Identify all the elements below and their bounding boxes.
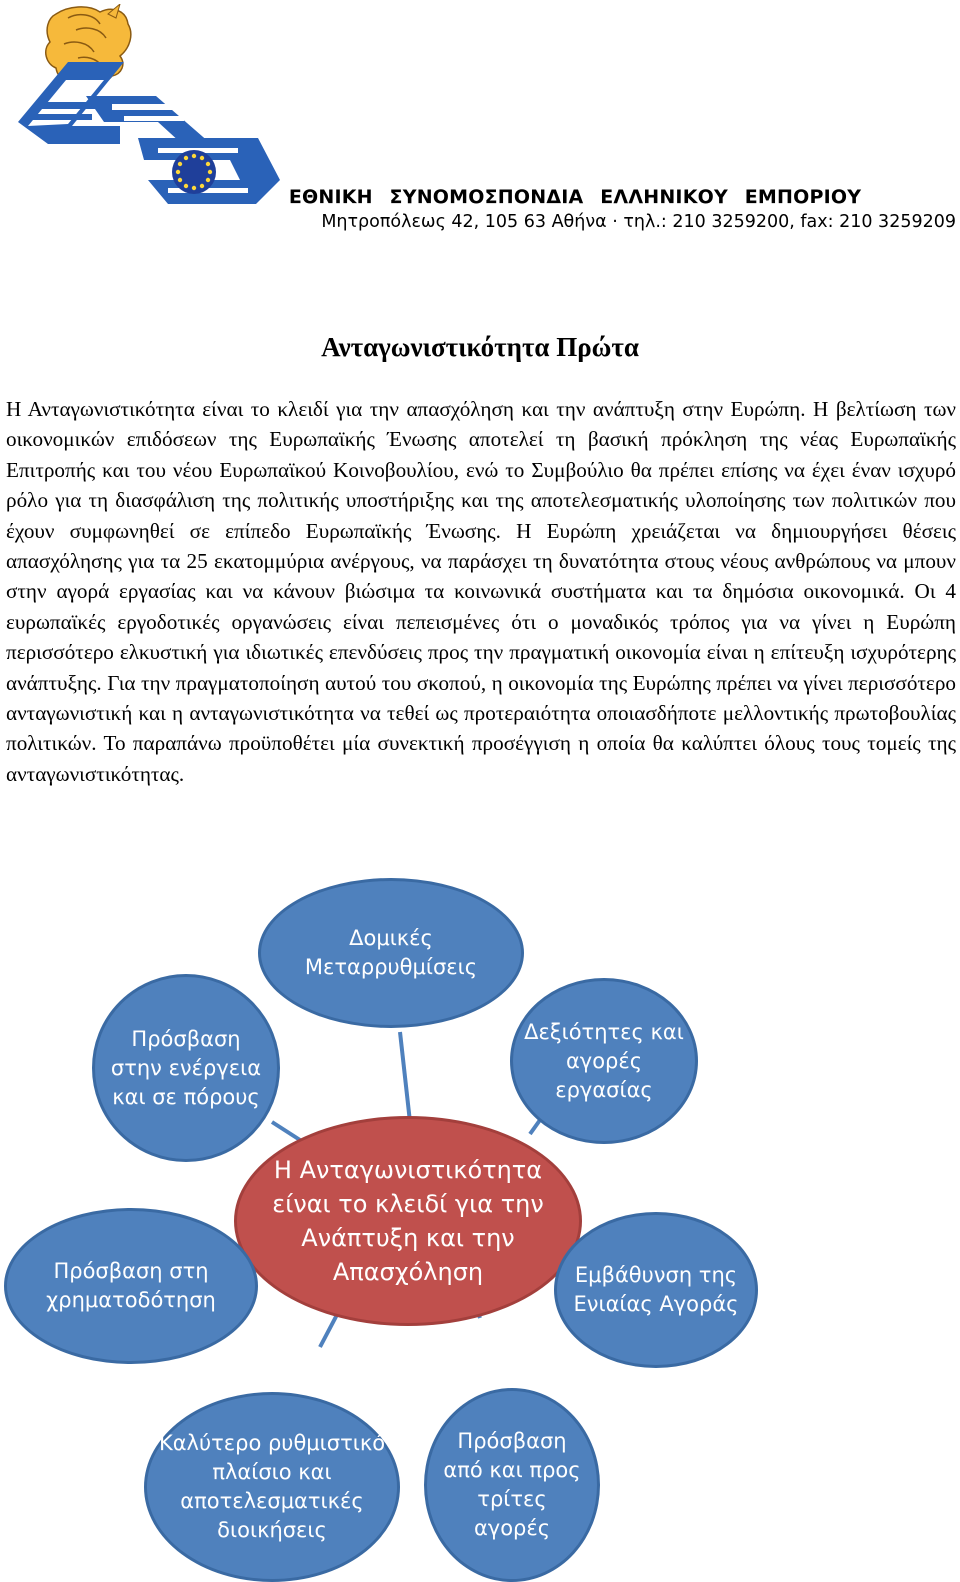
node-access-finance bbox=[4, 1208, 258, 1364]
connector-line bbox=[272, 1122, 300, 1140]
greek-stripes-icon bbox=[18, 62, 280, 204]
node-third-markets bbox=[424, 1388, 600, 1582]
node-label: Δεξιότητες και αγορές εργασίας bbox=[524, 1019, 684, 1102]
node-label: Πρόσβαση στην ενέργεια και σε πόρους bbox=[110, 1026, 262, 1109]
node-skills-labour-markets bbox=[510, 978, 698, 1144]
node-label: Καλύτερο ρυθμιστικό πλαίσιο και αποτελεσματικές διοικήσεις bbox=[158, 1431, 386, 1542]
organization-name: ΕΘΝΙΚΗ ΣΥΝΟΜΟΣΠΟΝΔΙΑ ΕΛΛΗΝΙΚΟΥ ΕΜΠΟΡΙΟΥ bbox=[288, 186, 862, 208]
connector-line bbox=[400, 1032, 410, 1122]
eu-flag-icon bbox=[172, 150, 216, 194]
node-label: Πρόσβαση από και προς τρίτες αγορές bbox=[443, 1429, 581, 1540]
document-title: Ανταγωνιστικότητα Πρώτα bbox=[321, 332, 639, 362]
node-structural-reforms bbox=[258, 878, 524, 1028]
organization-address: Μητροπόλεως 42, 105 63 Αθήνα · τηλ.: 210 3259200, fax: 210 3259209 bbox=[321, 212, 956, 232]
node-label: Δομικές Μεταρρυθμίσεις bbox=[304, 926, 478, 979]
node-regulatory-framework bbox=[144, 1392, 400, 1582]
node-label: Εμβάθυνση της Ενιαίας Αγοράς bbox=[573, 1263, 739, 1316]
node-access-energy bbox=[92, 974, 280, 1162]
esee-logo bbox=[8, 4, 280, 209]
competitiveness-diagram bbox=[0, 872, 960, 1582]
body-paragraph: Η Ανταγωνιστικότητα είναι το κλειδί για την απασχόληση και την ανάπτυξη στην Ευρώπη. Η βελτίωση των οικονομικών επιδόσεων της Ευρωπαϊκής Ένωσης αποτελεί τη βασική πρόκληση της νέας Ευρωπαϊκής Επιτροπής και του νέου Ευρωπαϊκού Κοινοβουλίου, ενώ το Συμβούλιο θα πρέπει επίσης να έχει έναν ισχυρό ρόλο για τη διασφάλιση της πολιτικής υποστήριξης και της αποτελεσματικής υλοποίησης των πολιτικών που έχουν συμφωνηθεί σε επίπεδο Ευρωπαϊκής Ένωσης. Η Ευρώπη χρειάζεται να δημιουργήσει θέσεις απασχόλησης για τα 25 εκατομμύρια ανέργους, να παράσχει τη δυνατότητα στους νέους ανθρώπους να μπουν στην αγορά εργασίας και να κάνουν βιώσιμα τα κοινωνικά συστήματα και τα δημόσια οικονομικά. Οι 4 ευρωπαϊκές εργοδοτικές οργανώσεις είναι πεπεισμένες ότι ο μοναδικός τρόπος για να γίνει η Ευρώπη περισσότερο ελκυστική για ιδιωτικές επενδύσεις προς την πραγματική οικονομία είναι η επίτευξη ισχυρότερης ανάπτυξης. Για την πραγματοποίηση αυτού του σκοπού, η οικονομία της Ευρώπης πρέπει να γίνει περισσότερο ανταγωνιστική και η ανταγωνιστικότητα να τεθεί ως προτεραιότητα οποιασδήποτε μελλοντικής πρωτοβουλίας πολιτικών. Το παραπάνω προϋποθέτει μία συνεκτική προσέγγιση η οποία θα καλύπτει όλους τους τομείς της ανταγωνιστικότητας. bbox=[6, 397, 956, 786]
node-label: Πρόσβαση στη χρηματοδότηση bbox=[46, 1259, 216, 1312]
node-single-market bbox=[554, 1212, 758, 1368]
center-node bbox=[234, 1116, 582, 1326]
center-node-label: Η Ανταγωνιστικότητα είναι το κλειδί για την Ανάπτυξη και την Απασχόληση bbox=[272, 1156, 544, 1286]
